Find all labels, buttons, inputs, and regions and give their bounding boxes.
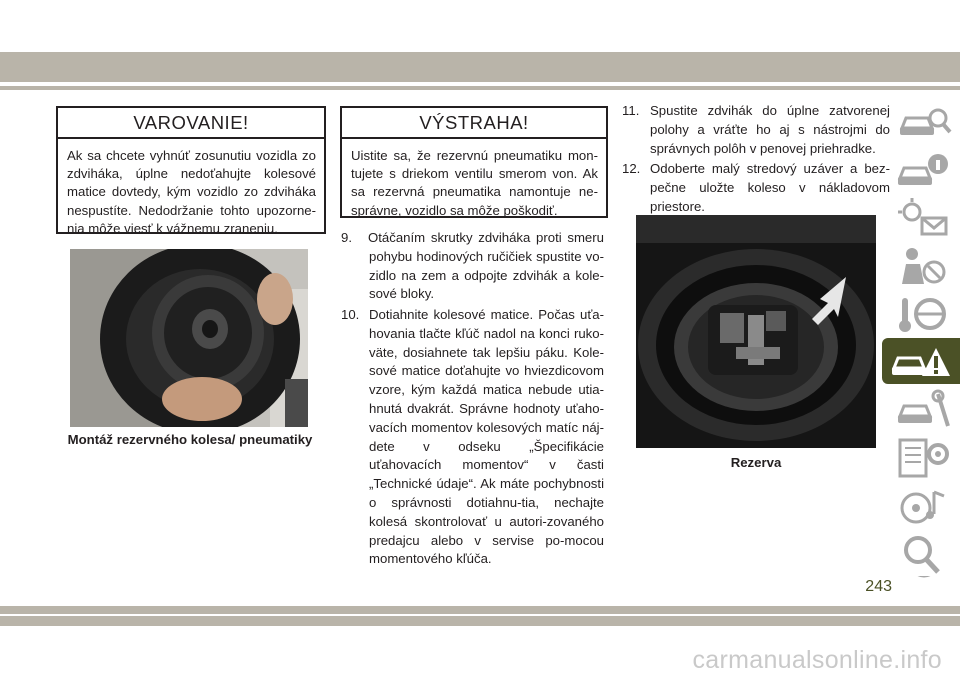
step-number: 11. xyxy=(622,103,640,118)
tab-search[interactable] xyxy=(890,530,956,576)
index-icon xyxy=(894,576,954,578)
tab-specs[interactable] xyxy=(890,434,956,480)
tab-multimedia[interactable] xyxy=(890,482,956,528)
warning-text: Ak sa chcete vyhnúť zosunutiu vozidla zo zdviháka, úplne nedoťahujte kolesové matice dovtedy, kým vozidlo zo zdviháka nespustíte. Nedodržanie tohto upozorne-nia môže viesť k vážnemu zraneniu. xyxy=(67,148,316,236)
tab-car-search[interactable] xyxy=(890,98,956,144)
specs-icon xyxy=(894,436,954,480)
tab-safety[interactable] xyxy=(890,242,956,288)
car-info-icon xyxy=(894,148,954,192)
tire-photo-caption: Montáž rezervného kolesa/ pneumatiky xyxy=(67,432,313,447)
step-9 xyxy=(341,229,604,305)
watermark xyxy=(0,646,960,675)
caution-title: VÝSTRAHA! xyxy=(342,108,606,139)
watermark-text: carmanualsonline.info xyxy=(692,646,942,674)
step-text: Odoberte malý stredový uzáver a bez-pečne uložte koleso v nákladovom priestore. xyxy=(650,161,890,214)
footer-band xyxy=(0,606,960,614)
section-nav xyxy=(890,98,960,598)
tab-emergency[interactable] xyxy=(882,338,960,384)
step-11 xyxy=(622,102,890,158)
spare-photo-caption: Rezerva xyxy=(730,455,782,470)
step-number: 9. xyxy=(341,230,352,245)
multimedia-icon xyxy=(894,484,954,528)
footer-band-lower xyxy=(0,616,960,626)
step-text: Spustite zdvihák do úplne zatvorenej polohy a vráťte ho aj s nástrojmi do správnych polôh v penovej priehradke. xyxy=(650,103,890,156)
step-10 xyxy=(341,306,604,567)
page-number: 243 xyxy=(865,578,892,595)
caution-box xyxy=(340,106,608,218)
caution-text: Uistite sa, že rezervnú pneumatiku mon-tujete s driekom ventilu smerom von. Ak sa rezervná pneumatika namontuje ne-správne, vozidlo sa môže poškodiť. xyxy=(351,148,598,218)
step-number: 12. xyxy=(622,161,641,176)
header-rule xyxy=(0,86,960,90)
tab-controls[interactable] xyxy=(890,290,956,336)
tab-car-info[interactable] xyxy=(890,146,956,192)
step-12 xyxy=(622,160,890,216)
step-text: Dotiahnite kolesové matice. Počas uťa-hovania tlačte kľúč nadol na konci ruko-väte, dosiahnete tak lepšiu páku. Kole-sové matice doťahujte vo hviezdicovom vzore, kým každá matica nebude utia-hnutá dvakrát. Správne hodnoty uťaho-vacích momentov kolesových matíc náj-dete v odseku „Špecifikácie uťahovacích momentov“ v časti „Technické údaje“. Ak máte pochybnosti o správnosti dotiahnu-tia, nechajte kolesá skontrolovať u autori-zovaného predajcu alebo v servise po-mocou momentového kľúča. xyxy=(369,307,604,567)
car-search-icon xyxy=(894,100,954,144)
header-band xyxy=(0,52,960,82)
airbag-safety-icon xyxy=(894,244,954,288)
spare-tire-photo xyxy=(636,215,876,448)
tire-mounting-photo xyxy=(70,249,308,427)
warning-box xyxy=(56,106,326,234)
step-text: Otáčaním skrutky zdviháka proti smeru pohybu hodinových ručičiek spustite vo-zidlo na zem a odpojte zdvihák a kole-sové bloky. xyxy=(368,230,604,302)
tab-warning-lights[interactable] xyxy=(890,194,956,240)
service-car-icon xyxy=(894,388,954,432)
tab-service[interactable] xyxy=(890,386,956,432)
step-number: 10. xyxy=(341,307,360,322)
controls-icon xyxy=(894,292,954,336)
search-icon xyxy=(894,532,954,576)
warning-title: VAROVANIE! xyxy=(58,108,324,139)
warning-lights-icon xyxy=(894,196,954,240)
emergency-car-icon xyxy=(886,340,956,384)
